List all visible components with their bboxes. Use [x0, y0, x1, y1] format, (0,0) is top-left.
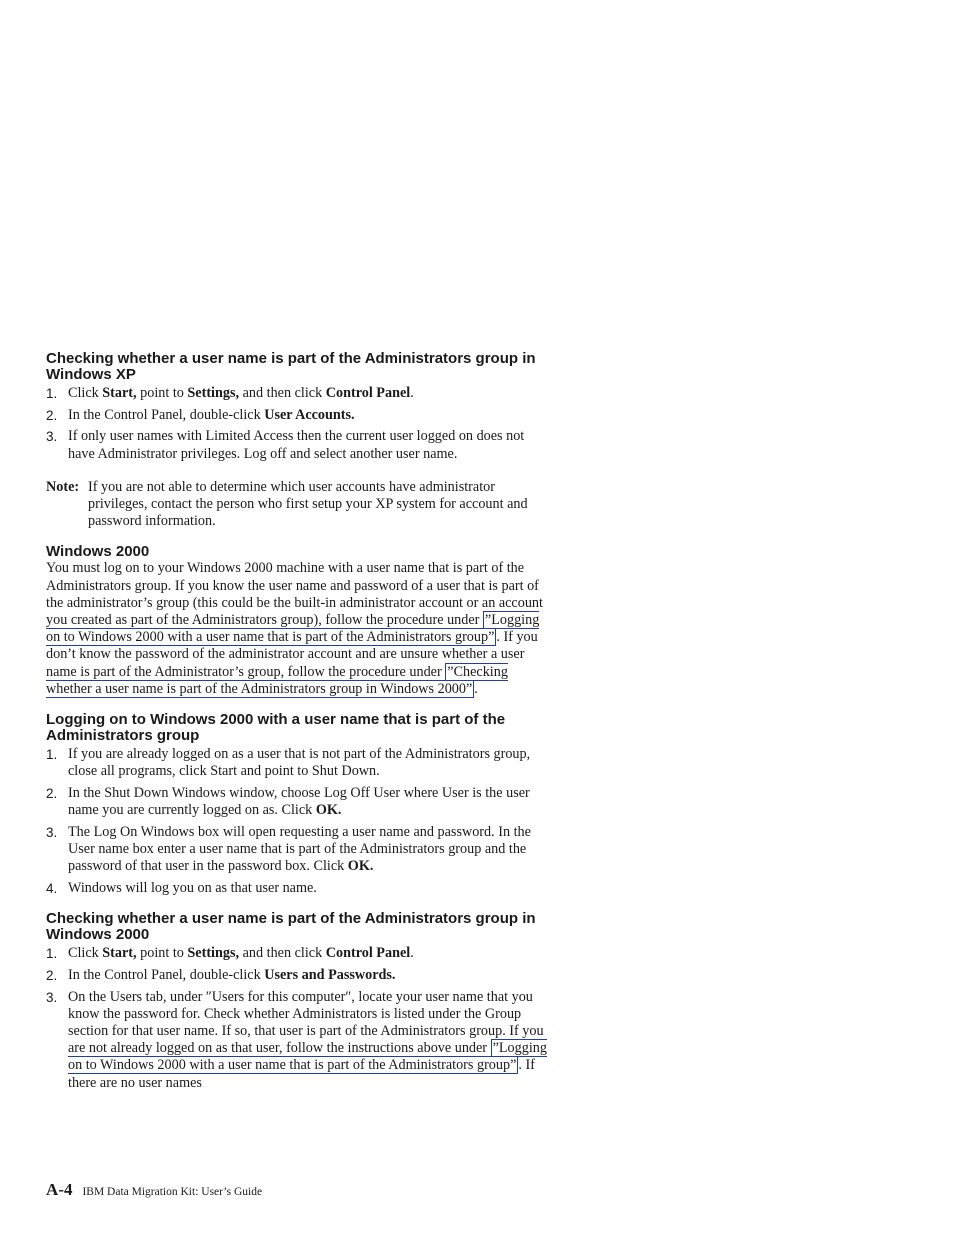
section-heading-xp: Checking whether a user name is part of the Administrators group in Windows XP — [46, 350, 536, 383]
list-item: 1. Click Start, point to Settings, and then click Control Panel. — [46, 945, 414, 962]
list-item: 2. In the Shut Down Windows window, choose Log Off User where User is the user name you are currently logged on as. Click OK. — [46, 784, 530, 819]
logon-steps-list — [46, 746, 550, 897]
section-heading-logging-on: Logging on to Windows 2000 with a user name that is part of the Administrators group — [46, 711, 506, 745]
windows-2000-paragraph: You must log on to your Windows 2000 machine with a user name that is part of the Administrators group. If you know the user name and password of a user that is part of the administrator’s group (this could be the built-in administrator account or an account you created as part of the Administrators group), follow the procedure under ”Logging on to Windows 2000 with a user name that is part of the Administrators group” . If you don’t know the password of the administrator account and are unsure whether a user name is part of the Administrator’s group, follow the procedure under ”Checking whether a user name is part of the Administrators group in Windows 2000” . — [46, 560, 543, 697]
link-logging-on-windows-2000-2[interactable]: ”Logging on to Windows 2000 with a user name that is part of the Administrators group” — [68, 1040, 547, 1074]
xp-steps-list — [46, 385, 550, 463]
list-item: 3. The Log On Windows box will open requesting a user name and password. In the User name box enter a user name that is part of the Administrators group and the password of that user in the password box. Click OK. — [46, 823, 531, 875]
list-item: 4. Windows will log you on as that user name. — [46, 879, 317, 896]
list-item: 1. Click Start, point to Settings, and then click Control Panel. — [46, 385, 414, 401]
note-block — [46, 479, 550, 531]
note-label: Note: — [46, 478, 80, 495]
list-item: 3. If only user names with Limited Access then the current user logged on does not have Administrator privileges. Log off and select another user name. — [46, 428, 525, 462]
link-checking-windows-2000[interactable]: ”Checking whether a user name is part of the Administrators group in Windows 2000” — [46, 663, 508, 697]
page-footer — [46, 1180, 262, 1200]
list-item: 2. In the Control Panel, double-click Users and Passwords. — [46, 966, 396, 983]
footer-title: IBM Data Migration Kit: User’s Guide — [82, 1186, 263, 1198]
list-item: 3. On the Users tab, under ″Users for this computer″, locate your user name that you know the password for. Check whether Administrators is listed under the Group section for that user name. If so, that user is part of the Administrators group. If you are not already logged on as that user, follow the instructions above under ”Logging on to Windows 2000 with a user name that is part of the Administrators group” . If there are no user names — [46, 988, 547, 1091]
section-heading-windows-2000: Windows 2000 — [46, 543, 150, 561]
section-heading-checking-windows-2000: Checking whether a user name is part of the Administrators group in Windows 2000 — [46, 910, 536, 944]
link-logging-on-windows-2000[interactable]: ”Logging on to Windows 2000 with a user name that is part of the Administrators group” — [46, 612, 540, 646]
content-column — [46, 351, 550, 1096]
list-item: 1. If you are already logged on as a user that is not part of the Administrators group, close all programs, click Start and point to Shut Down. — [46, 746, 531, 780]
check2k-steps-list — [46, 945, 550, 1092]
list-item: 2. In the Control Panel, double-click User Accounts. — [46, 406, 355, 423]
note-text: If you are not able to determine which user accounts have administrator privileges, contact the person who first setup your XP system for account and password information. — [88, 478, 528, 530]
page-number: A-4 — [46, 1180, 73, 1199]
